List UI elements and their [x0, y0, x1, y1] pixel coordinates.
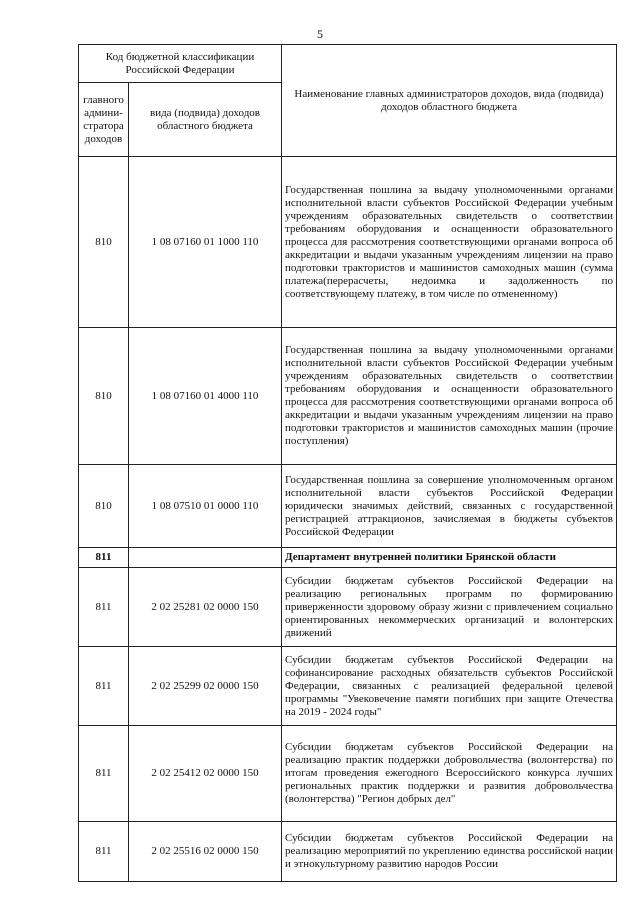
table-row-department: [79, 548, 617, 568]
revenue-code-cell: 2 02 25281 02 0000 150: [129, 568, 282, 647]
admin-code-cell: 811: [79, 548, 129, 568]
revenue-name-cell: Субсидии бюджетам субъектов Российской Федерации на реализацию мероприятий по укреплению единства российской нации и этнокультурному развитию народов России: [282, 822, 617, 882]
table-row: [79, 647, 617, 726]
revenue-name-cell: Субсидии бюджетам субъектов Российской Федерации на софинансирование расходных обязательств субъектов Российской Федерации, связанных с реализацией федеральной целевой программы "Увековечение памяти погибших при защите Отечества на 2019 - 2024 годы": [282, 647, 617, 726]
admin-code-cell: 811: [79, 726, 129, 822]
table-row: [79, 328, 617, 465]
header-row-1: [79, 45, 617, 83]
table-row: [79, 157, 617, 328]
revenue-code-cell: 1 08 07160 01 4000 110: [129, 328, 282, 465]
header-code-group: Код бюджетной классификации Российской Федерации: [79, 45, 282, 83]
table-row: [79, 568, 617, 647]
admin-code-cell: 810: [79, 157, 129, 328]
revenue-name-cell: Государственная пошлина за выдачу уполномоченными органами исполнительной власти субъектов Российской Федерации учебным учреждениям образовательных свидетельств о соответствии требованиям оборудования и оснащенности образовательного процесса для рассмотрения соответствующими органами вопроса об аккредитации и выдачи указанным учреждениям лицензии на право подготовки трактористов и машинистов самоходных машин (прочие поступления): [282, 328, 617, 465]
header-admin: главного админи-стратора доходов: [79, 83, 129, 157]
revenue-code-cell: 1 08 07510 01 0000 110: [129, 465, 282, 548]
admin-code-cell: 811: [79, 822, 129, 882]
department-name-cell: Департамент внутренней политики Брянской области: [282, 548, 617, 568]
table-row: [79, 822, 617, 882]
revenue-name-cell: Субсидии бюджетам субъектов Российской Федерации на реализацию региональных программ по формированию приверженности здоровому образу жизни с привлечением социально ориентированных некоммерческих организаций и волонтерских движений: [282, 568, 617, 647]
table-row: [79, 465, 617, 548]
revenue-code-cell: 2 02 25412 02 0000 150: [129, 726, 282, 822]
revenue-code-cell: 2 02 25516 02 0000 150: [129, 822, 282, 882]
header-name: Наименование главных администраторов доходов, вида (подвида) доходов областного бюджета: [282, 45, 617, 157]
revenue-name-cell: Государственная пошлина за выдачу уполномоченными органами исполнительной власти субъектов Российской Федерации учебным учреждениям образовательных свидетельств о соответствии требованиям оборудования и оснащенности образовательного процесса для рассмотрения соответствующими органами вопроса об аккредитации и выдачи указанным учреждениям лицензии на право подготовки трактористов и машинистов самоходных машин (сумма платежа(перерасчеты, недоимка и задолженность по соответствующему платежу, в том числе по отмененному): [282, 157, 617, 328]
header-kind: вида (подвида) доходов областного бюджета: [129, 83, 282, 157]
revenue-name-cell: Субсидии бюджетам субъектов Российской Федерации на реализацию практик поддержки добровольчества (волонтерства) по итогам проведения ежегодного Всероссийского конкурса лучших региональных практик поддержки и развития добровольчества (волонтерства) "Регион добрых дел": [282, 726, 617, 822]
table-row: [79, 726, 617, 822]
admin-code-cell: 811: [79, 647, 129, 726]
revenue-name-cell: Государственная пошлина за совершение уполномоченным органом исполнительной власти субъектов Российской Федерации юридически значимых действий, связанных с государственной регистрацией аттракционов, зачисляемая в бюджеты субъектов Российской Федерации: [282, 465, 617, 548]
page-number: 5: [317, 27, 323, 41]
revenue-code-cell: 1 08 07160 01 1000 110: [129, 157, 282, 328]
admin-code-cell: 811: [79, 568, 129, 647]
revenue-code-cell: [129, 548, 282, 568]
revenue-code-cell: 2 02 25299 02 0000 150: [129, 647, 282, 726]
revenue-classification-table: [78, 44, 617, 882]
admin-code-cell: 810: [79, 328, 129, 465]
admin-code-cell: 810: [79, 465, 129, 548]
